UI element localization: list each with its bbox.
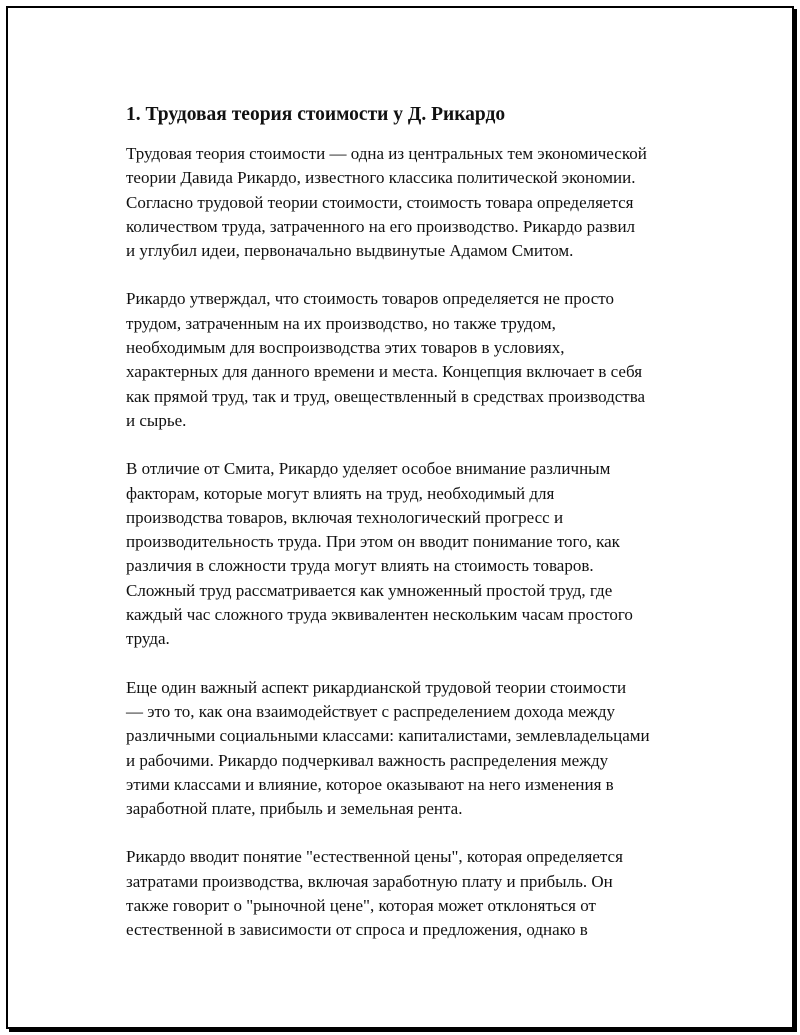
text-line: Согласно трудовой теории стоимости, стоимость товара определяется bbox=[126, 192, 634, 212]
text-line: Трудовая теория стоимости — одна из центральных тем экономической bbox=[126, 144, 647, 163]
text-line: необходимым для воспроизводства этих товаров в условиях, bbox=[126, 338, 565, 358]
text-line: труда. bbox=[126, 629, 170, 649]
paragraph-5 bbox=[126, 845, 706, 942]
text-line: и рабочими. Рикардо подчеркивал важность распределения между bbox=[126, 750, 609, 770]
text-line: производства товаров, включая технологический прогресс и bbox=[126, 507, 564, 527]
text-line: каждый час сложного труда эквивалентен нескольким часам простого bbox=[126, 605, 633, 625]
text-line: как прямой труд, так и труд, овеществленный в средствах производства bbox=[126, 386, 646, 406]
text-line: также говорит о "рыночной цене", которая может отклоняться от bbox=[126, 896, 596, 916]
text-line: заработной плате, прибыль и земельная рента. bbox=[126, 799, 463, 819]
text-line: В отличие от Смита, Рикардо уделяет особое внимание различным bbox=[126, 459, 611, 479]
text-line: этими классами и влияние, которое оказывают на него изменения в bbox=[126, 774, 614, 794]
text-line: количеством труда, затраченного на его производство. Рикардо развил bbox=[126, 216, 636, 236]
paragraph-3 bbox=[126, 457, 706, 651]
paragraph-1 bbox=[126, 142, 706, 263]
text-line: производительность труда. При этом он вводит понимание того, как bbox=[126, 532, 620, 552]
text-line: — это то, как она взаимодействует с распределением дохода между bbox=[126, 701, 616, 721]
text-line: Сложный труд рассматривается как умноженный простой труд, где bbox=[126, 580, 613, 600]
text-line: Рикардо вводит понятие "естественной цены", которая определяется bbox=[126, 847, 623, 867]
text-line: Рикардо утверждал, что стоимость товаров определяется не просто bbox=[126, 289, 614, 309]
text-line: различия в сложности труда могут влиять на стоимость товаров. bbox=[126, 556, 594, 576]
text-line: различными социальными классами: капиталистами, землевладельцами bbox=[126, 726, 650, 746]
section-title: 1. Трудовая теория стоимости у Д. Рикардо bbox=[126, 104, 506, 125]
text-line: характерных для данного времени и места. Концепция включает в себя bbox=[126, 362, 643, 382]
paragraph-2 bbox=[126, 287, 706, 433]
text-line: и углубил идеи, первоначально выдвинутые Адамом Смитом. bbox=[126, 241, 574, 261]
text-line: естественной в зависимости от спроса и предложения, однако в bbox=[126, 920, 588, 940]
page-frame bbox=[6, 6, 794, 1029]
document-body bbox=[126, 102, 706, 967]
paragraph-4 bbox=[126, 676, 706, 822]
text-line: и сырье. bbox=[126, 410, 187, 430]
text-line: факторам, которые могут влиять на труд, необходимый для bbox=[126, 483, 555, 503]
text-line: трудом, затраченным на их производство, но также трудом, bbox=[126, 313, 556, 333]
text-line: Еще один важный аспект рикардианской трудовой теории стоимости bbox=[126, 677, 627, 697]
text-line: затратами производства, включая заработную плату и прибыль. Он bbox=[126, 871, 613, 891]
text-line: теории Давида Рикардо, известного классика политической экономии. bbox=[126, 168, 636, 188]
